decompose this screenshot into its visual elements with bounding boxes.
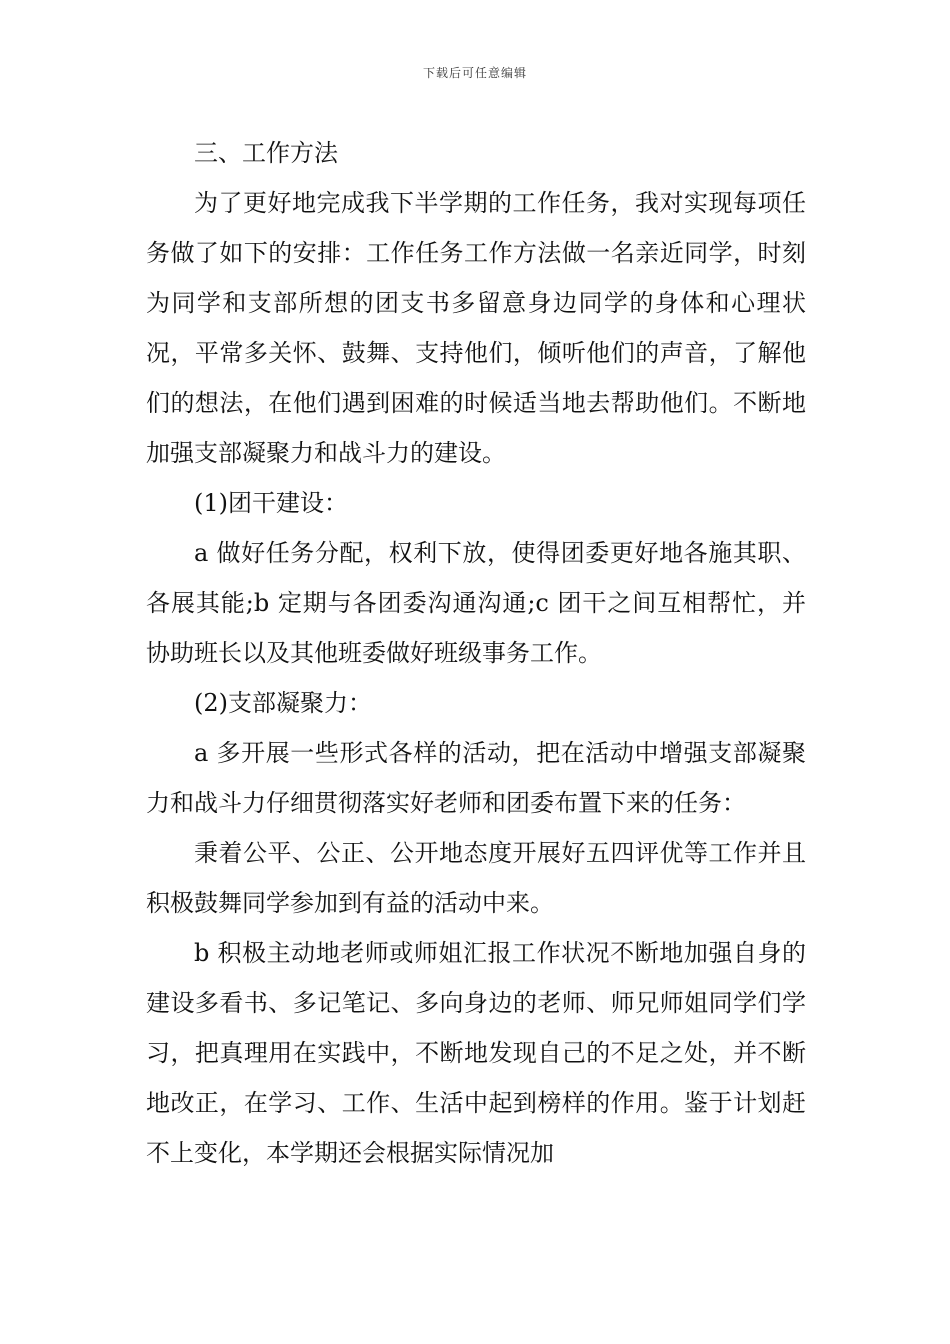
- paragraph: a 多开展一些形式各样的活动，把在活动中增强支部凝聚力和战斗力仔细贯彻落实好老师和团委布置下来的任务：: [146, 739, 806, 817]
- subsection-heading: (1)团干建设：: [194, 489, 348, 517]
- document-body: [146, 128, 806, 1178]
- section-heading: 三、工作方法: [194, 139, 338, 167]
- paragraph: a 做好任务分配，权利下放，使得团委更好地各施其职、各展其能;b 定期与各团委沟通沟通;c 团干之间互相帮忙，并协助班长以及其他班委做好班级事务工作。: [146, 539, 806, 667]
- paragraph: b 积极主动地老师或师姐汇报工作状况不断地加强自身的建设多看书、多记笔记、多向身边的老师、师兄师姐同学们学习，把真理用在实践中，不断地发现自己的不足之处，并不断地改正，在学习、工作、生活中起到榜样的作用。鉴于计划赶不上变化，本学期还会根据实际情况加: [146, 939, 806, 1167]
- paragraph: 秉着公平、公正、公开地态度开展好五四评优等工作并且积极鼓舞同学参加到有益的活动中来。: [146, 839, 806, 917]
- subsection-heading: (2)支部凝聚力：: [194, 689, 372, 717]
- page-header: 下载后可任意编辑: [422, 66, 527, 80]
- paragraph: 为了更好地完成我下半学期的工作任务，我对实现每项任务做了如下的安排：工作任务工作方法做一名亲近同学，时刻为同学和支部所想的团支书多留意身边同学的身体和心理状况，平常多关怀、鼓舞、支持他们，倾听他们的声音，了解他们的想法，在他们遇到困难的时候适当地去帮助他们。不断地加强支部凝聚力和战斗力的建设。: [146, 189, 806, 467]
